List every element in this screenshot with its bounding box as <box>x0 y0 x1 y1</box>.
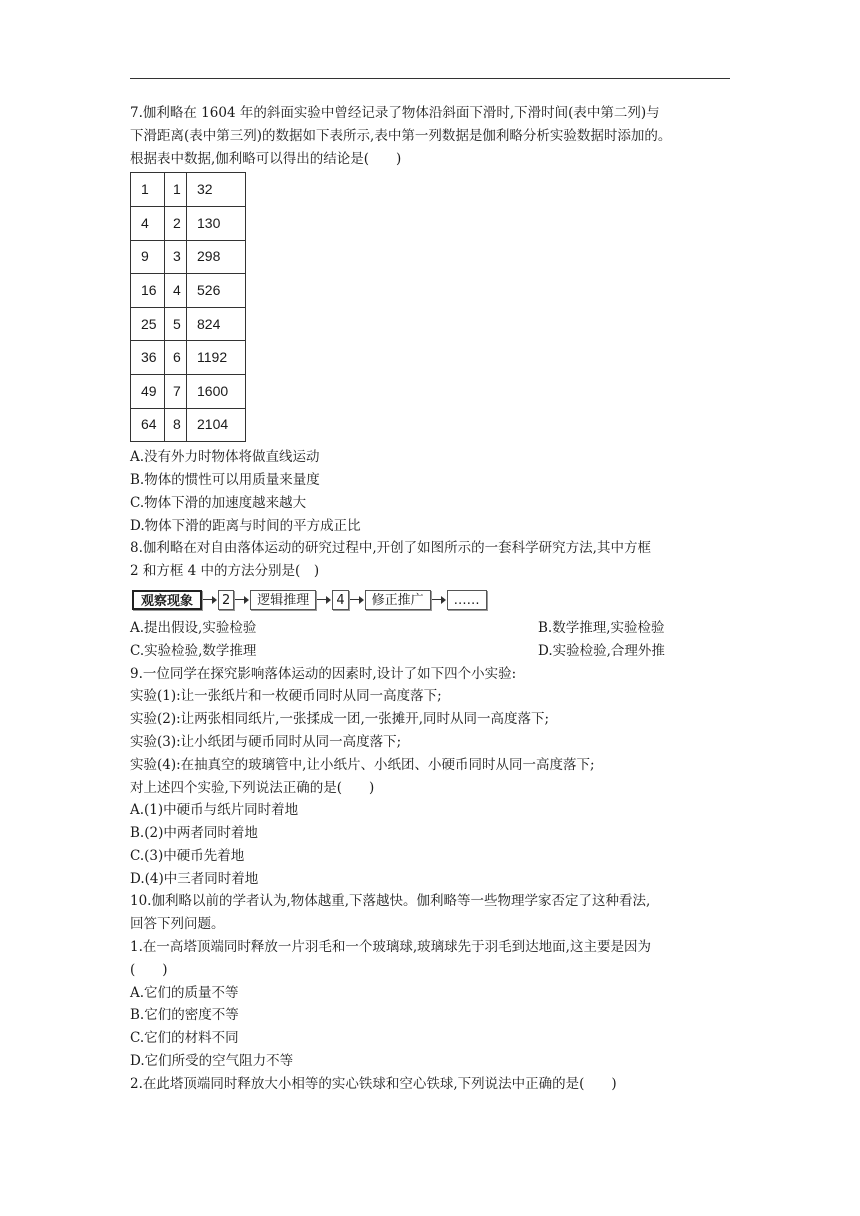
table-cell: 49 <box>131 374 165 408</box>
table-cell: 130 <box>187 206 246 240</box>
table-cell: 32 <box>187 173 246 207</box>
q10-sub1-option-b: B.它们的密度不等 <box>130 1007 239 1024</box>
table-cell: 8 <box>165 408 187 442</box>
arrow-right-icon <box>202 595 218 605</box>
table-cell: 25 <box>131 307 165 341</box>
q7-option-d: D.物体下滑的距离与时间的平方成正比 <box>130 517 361 534</box>
table-cell: 6 <box>165 341 187 375</box>
table-cell: 1192 <box>187 341 246 375</box>
arrow-right-icon <box>349 595 365 605</box>
q9-stem-line-1: 9.一位同学在探究影响落体运动的因素时,设计了如下四个小实验: <box>130 665 517 682</box>
table-row <box>131 274 246 308</box>
header-rule <box>130 78 730 79</box>
q9-stem-line-5: 实验(4):在抽真空的玻璃管中,让小纸片、小纸团、小硬币同时从同一高度落下; <box>130 756 595 773</box>
q8-options-row-2 <box>130 640 740 663</box>
table-cell: 526 <box>187 274 246 308</box>
q10-stem-line-2: 回答下列问题。 <box>130 916 225 933</box>
q10-sub1-option-a: A.它们的质量不等 <box>130 984 239 1001</box>
q7-option-c: C.物体下滑的加速度越来越大 <box>130 494 307 511</box>
table-row <box>131 206 246 240</box>
table-row <box>131 173 246 207</box>
flow-box-logic: 逻辑推理 <box>250 590 316 610</box>
q7-option-a: A.没有外力时物体将做直线运动 <box>130 449 320 466</box>
table-cell: 5 <box>165 307 187 341</box>
table-cell: 824 <box>187 307 246 341</box>
table-row <box>131 240 246 274</box>
q7-option-b: B.物体的惯性可以用质量来量度 <box>130 471 320 488</box>
flow-box-ellipsis: …… <box>447 590 487 610</box>
q8-option-a: A.提出假设,实验检验 <box>130 619 257 636</box>
table-cell: 2104 <box>187 408 246 442</box>
arrow-right-icon <box>234 595 250 605</box>
question-10 <box>130 890 740 1095</box>
q9-option-b: B.(2)中两者同时着地 <box>130 825 258 842</box>
q10-stem-line-1: 10.伽利略以前的学者认为,物体越重,下落越快。伽利略等一些物理学家否定了这种看法, <box>130 893 651 910</box>
table-row <box>131 307 246 341</box>
table-cell: 64 <box>131 408 165 442</box>
q9-stem-line-2: 实验(1):让一张纸片和一枚硬币同时从同一高度落下; <box>130 688 442 705</box>
q9-stem-line-4: 实验(3):让小纸团与硬币同时从同一高度落下; <box>130 733 402 750</box>
q7-stem-line-3: 根据表中数据,伽利略可以得出的结论是( ) <box>130 150 402 167</box>
q7-data-table <box>130 172 246 442</box>
table-cell: 298 <box>187 240 246 274</box>
flow-box-observe: 观察现象 <box>132 590 202 610</box>
q9-option-c: C.(3)中硬币先着地 <box>130 847 245 864</box>
table-cell: 36 <box>131 341 165 375</box>
q8-stem-line-2: 2 和方框 4 中的方法分别是( ) <box>130 563 320 580</box>
table-cell: 1600 <box>187 374 246 408</box>
q9-stem-line-3: 实验(2):让两张相同纸片,一张揉成一团,一张摊开,同时从同一高度落下; <box>130 711 550 728</box>
flow-box-2: 2 <box>218 590 234 610</box>
question-7 <box>130 102 740 537</box>
arrow-right-icon <box>316 595 332 605</box>
q7-stem-line-2: 下滑距离(表中第三列)的数据如下表所示,表中第一列数据是伽利略分析实验数据时添加的。 <box>130 127 672 144</box>
q9-option-d: D.(4)中三者同时着地 <box>130 870 259 887</box>
flow-box-generalize: 修正推广 <box>365 590 431 610</box>
table-cell: 16 <box>131 274 165 308</box>
q8-option-d: D.实验检验,合理外推 <box>538 642 665 659</box>
table-cell: 3 <box>165 240 187 274</box>
q8-option-c: C.实验检验,数学推理 <box>130 642 257 659</box>
q8-option-b: B.数学推理,实验检验 <box>538 619 665 636</box>
table-cell: 4 <box>131 206 165 240</box>
q8-options-row-1 <box>130 617 740 640</box>
question-9 <box>130 663 740 891</box>
flow-box-4: 4 <box>332 590 348 610</box>
q10-sub1-stem-line-2: ( ) <box>130 961 168 978</box>
q8-method-flowchart <box>132 586 740 614</box>
q7-stem-line-1: 7.伽利略在 1604 年的斜面实验中曾经记录了物体沿斜面下滑时,下滑时间(表中第二列)与 <box>130 105 660 121</box>
table-cell: 4 <box>165 274 187 308</box>
q10-sub1-option-d: D.它们所受的空气阻力不等 <box>130 1053 294 1070</box>
question-8 <box>130 537 740 662</box>
arrow-right-icon <box>431 595 447 605</box>
q10-sub1-stem-line-1: 1.在一高塔顶端同时释放一片羽毛和一个玻璃球,玻璃球先于羽毛到达地面,这主要是因为 <box>130 939 651 956</box>
q10-sub2-stem-line-1: 2.在此塔顶端同时释放大小相等的实心铁球和空心铁球,下列说法中正确的是( ) <box>130 1075 617 1092</box>
table-row <box>131 341 246 375</box>
table-row <box>131 374 246 408</box>
q9-option-a: A.(1)中硬币与纸片同时着地 <box>130 802 299 819</box>
q8-stem-line-1: 8.伽利略在对自由落体运动的研究过程中,开创了如图所示的一套科学研究方法,其中方框 <box>130 540 651 557</box>
table-cell: 1 <box>131 173 165 207</box>
table-cell: 1 <box>165 173 187 207</box>
q9-stem-line-6: 对上述四个实验,下列说法正确的是( ) <box>130 779 375 796</box>
table-cell: 2 <box>165 206 187 240</box>
document-body <box>130 102 740 1096</box>
q10-sub1-option-c: C.它们的材料不同 <box>130 1030 239 1047</box>
table-cell: 9 <box>131 240 165 274</box>
table-cell: 7 <box>165 374 187 408</box>
table-row <box>131 408 246 442</box>
